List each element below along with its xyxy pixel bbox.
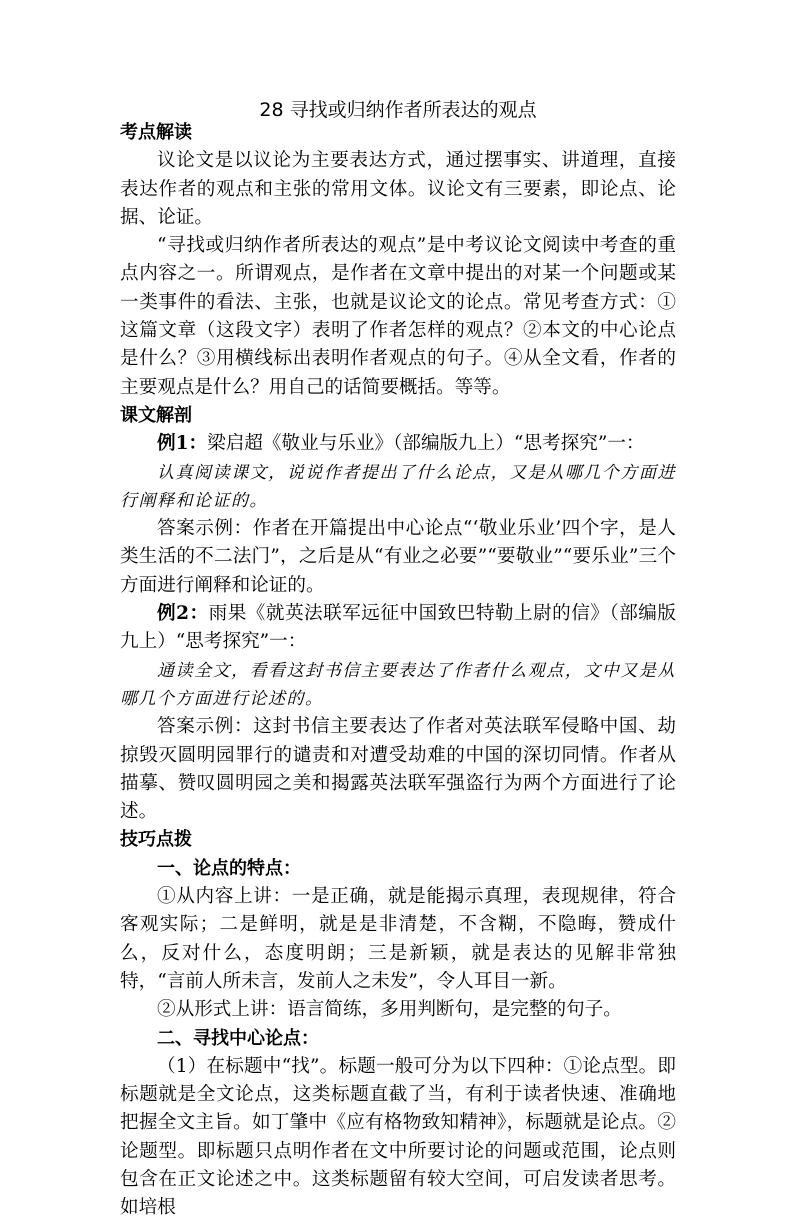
example-1-label: 例1： <box>157 433 208 455</box>
section-heading-skills: 技巧点拨 <box>120 829 192 851</box>
example-2-question: 通读全文，看看这封书信主要表达了作者什么观点，文中又是从哪几个方面进行论述的。 <box>120 660 676 709</box>
paragraph-form-features: ②从形式上讲：语言简练，多用判断句，是完整的句子。 <box>157 999 622 1021</box>
example-2-label: 例2： <box>157 603 209 625</box>
example-2 <box>120 600 676 657</box>
example-1-answer: 答案示例：作者在开篇提出中心论点“‘敬业乐业’四个字，是人类生活的不二法门”，之后是从“有业之必要”“要敬业”“要乐业”三个方面进行阐释和论证的。 <box>120 518 676 596</box>
example-2-answer: 答案示例：这封书信主要表达了作者对英法联军侵略中国、劫掠毁灭圆明园罪行的谴责和对遭受劫难的中国的深切同情。作者从描摹、赞叹圆明园之美和揭露英法联军强盗行为两个方面进行了论述。 <box>120 716 676 823</box>
example-1-question: 认真阅读课文，说说作者提出了什么论点，又是从哪几个方面进行阐释和论证的。 <box>120 462 676 511</box>
paragraph-definition: 议论文是以议论为主要表达方式，通过摆事实、讲道理，直接表达作者的观点和主张的常用文体。议论文有三要素，即论点、论据、论证。 <box>120 150 676 228</box>
page-title: 28 寻找或归纳作者所表达的观点 <box>259 99 537 121</box>
example-1-source: 梁启超《敬业与乐业》（部编版九上）“思考探究”一： <box>207 433 645 455</box>
example-1 <box>120 430 676 458</box>
subheading-find-central-argument: 二、寻找中心论点： <box>157 1027 319 1049</box>
paragraph-title-method: （1）在标题中“找”。标题一般可分为以下四种：①论点型。即标题就是全文论点，这类标题直截了当，有利于读者快速、准确地把握全文主旨。如丁肇中《应有格物致知精神》，标题就是论点。②论题型。即标题只点明作者在文中所要讨论的问题或范围，论点则包含在正文论述之中。这类标题留有较大空间，可启发读者思考。如培根 <box>120 1055 676 1219</box>
section-heading-analysis: 考点解读 <box>120 122 192 143</box>
example-2-source: 雨果《就英法联军远征中国致巴特勒上尉的信》（部编版九上）“思考探究”一： <box>120 603 676 653</box>
paragraph-content-features: ①从内容上讲：一是正确，就是能揭示真理，表现规律，符合客观实际；二是鲜明，就是是非清楚，不含糊，不隐晦，赞成什么，反对什么，态度明朗；三是新颖，就是表达的见解非常独特，“言前人所未言，发前人之未发”，令人耳目一新。 <box>120 886 676 992</box>
subheading-argument-features: 一、论点的特点： <box>157 857 301 879</box>
document-body <box>120 119 676 1223</box>
paragraph-focus: “寻找或归纳作者所表达的观点”是中考议论文阅读中考查的重点内容之一。所谓观点，是作者在文章中提出的对某一个问题或某一类事件的看法、主张，也就是议论文的论点。常见考查方式：①这篇文章（这段文字）表明了作者怎样的观点？②本文的中心论点是什么？③用横线标出表明作者观点的句子。④从全文看，作者的主要观点是什么？用自己的话简要概括。等等。 <box>120 235 676 398</box>
section-heading-text-analysis: 课文解剖 <box>120 404 192 426</box>
